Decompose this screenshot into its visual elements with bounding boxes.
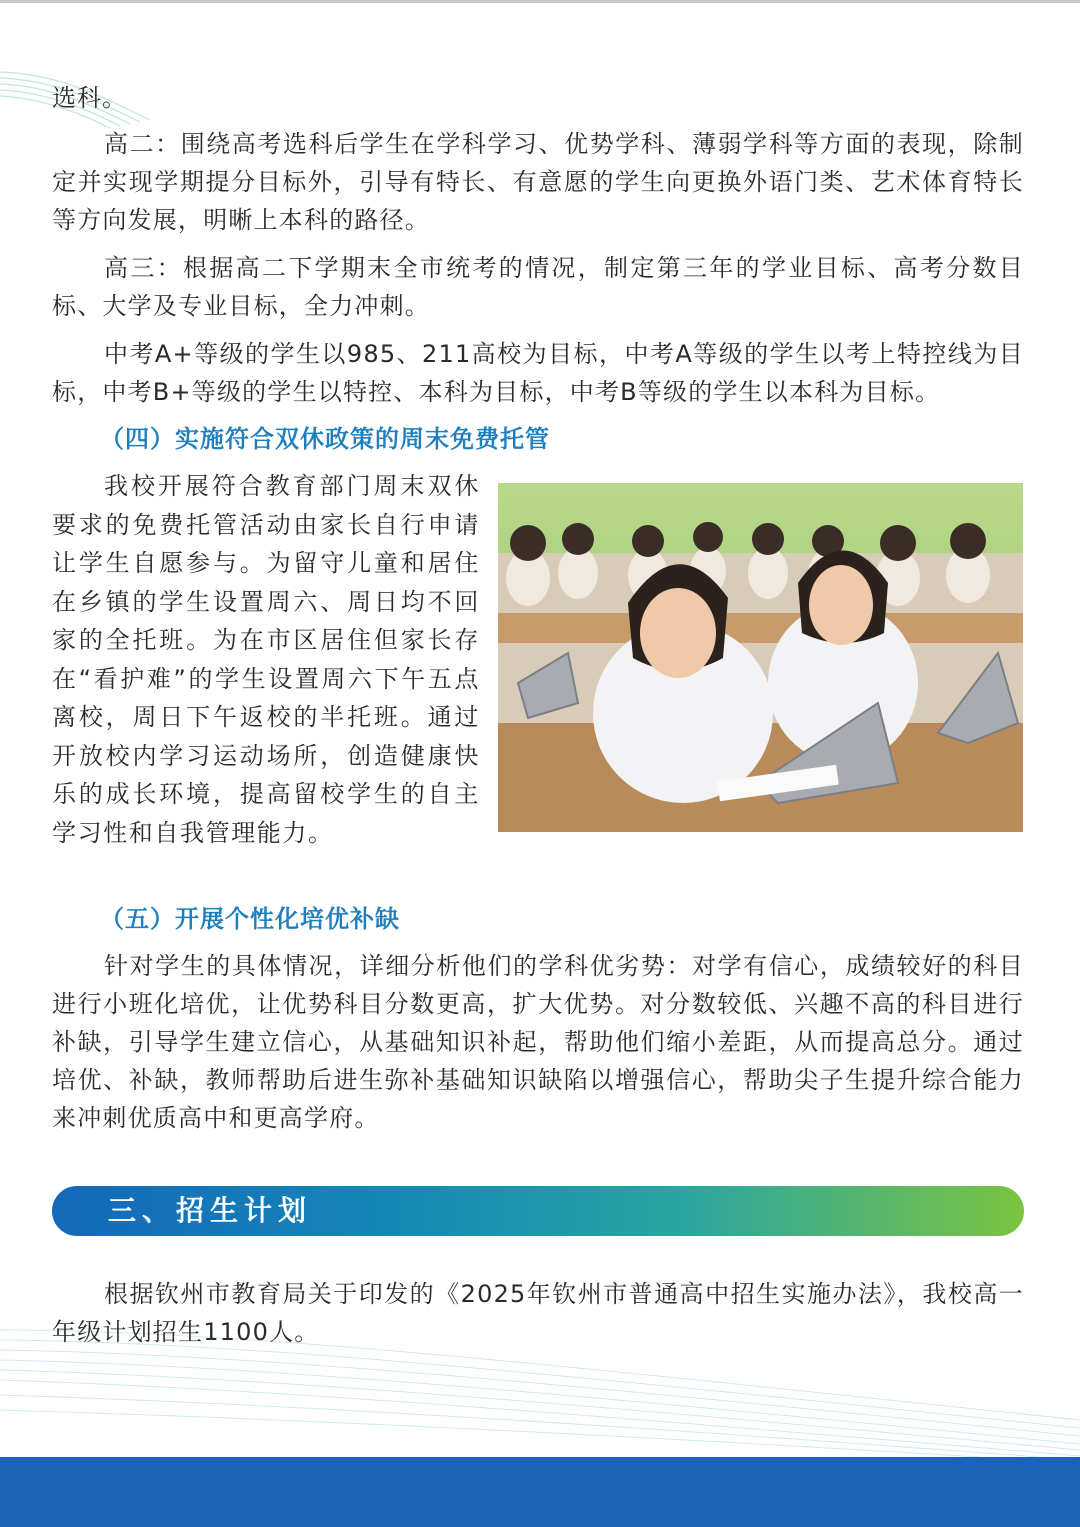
continuation-text: 选科。	[52, 84, 127, 112]
paragraph-gaoer: 高二：围绕高考选科后学生在学科学习、优势学科、薄弱学科等方面的表现，除制定并实现学期提分目标外，引导有特长、有意愿的学生向更换外语门类、艺术体育特长等方向发展，明晰上本科的路径。	[52, 130, 1024, 234]
students-exam-photo	[498, 483, 1023, 832]
section4-heading: （四）实施符合双休政策的周末免费托管	[100, 425, 550, 453]
footer-bar	[0, 1457, 1080, 1527]
section5-body: 针对学生的具体情况，详细分析他们的学科优劣势：对学有信心，成绩较好的科目进行小班化培优，让优势科目分数更高，扩大优势。对分数较低、兴趣不高的科目进行补缺，引导学生建立信心，从基础知识补起，帮助他们缩小差距，从而提高总分。通过培优、补缺，教师帮助后进生弥补基础知识缺陷以增强信心，帮助尖子生提升综合能力来冲刺优质高中和更高学府。	[52, 952, 1024, 1132]
top-border	[0, 0, 1080, 3]
paragraph-gaosan: 高三：根据高二下学期末全市统考的情况，制定第三年的学业目标、高考分数目标、大学及专业目标，全力冲刺。	[52, 254, 1024, 320]
enrollment-paragraph: 根据钦州市教育局关于印发的《2025年钦州市普通高中招生实施办法》，我校高一年级计划招生1100人。	[52, 1280, 1024, 1346]
banner-title: 三、招生计划	[108, 1194, 313, 1227]
section-banner	[52, 1186, 1024, 1236]
section4-body: 我校开展符合教育部门周末双休要求的免费托管活动由家长自行申请让学生自愿参与。为留守儿童和居住在乡镇的学生设置周六、周日均不回家的全托班。为在市区居住但家长存在“看护难”的学生设置周六下午五点离校，周日下午返校的半托班。通过开放校内学习运动场所，创造健康快乐的成长环境，提高留校学生的自主学习性和自我管理能力。	[52, 472, 480, 847]
section5-heading: （五）开展个性化培优补缺	[100, 905, 400, 933]
paragraph-zhongkao: 中考A+等级的学生以985、211高校为目标，中考A等级的学生以考上特控线为目标，中考B+等级的学生以特控、本科为目标，中考B等级的学生以本科为目标。	[52, 340, 1024, 406]
